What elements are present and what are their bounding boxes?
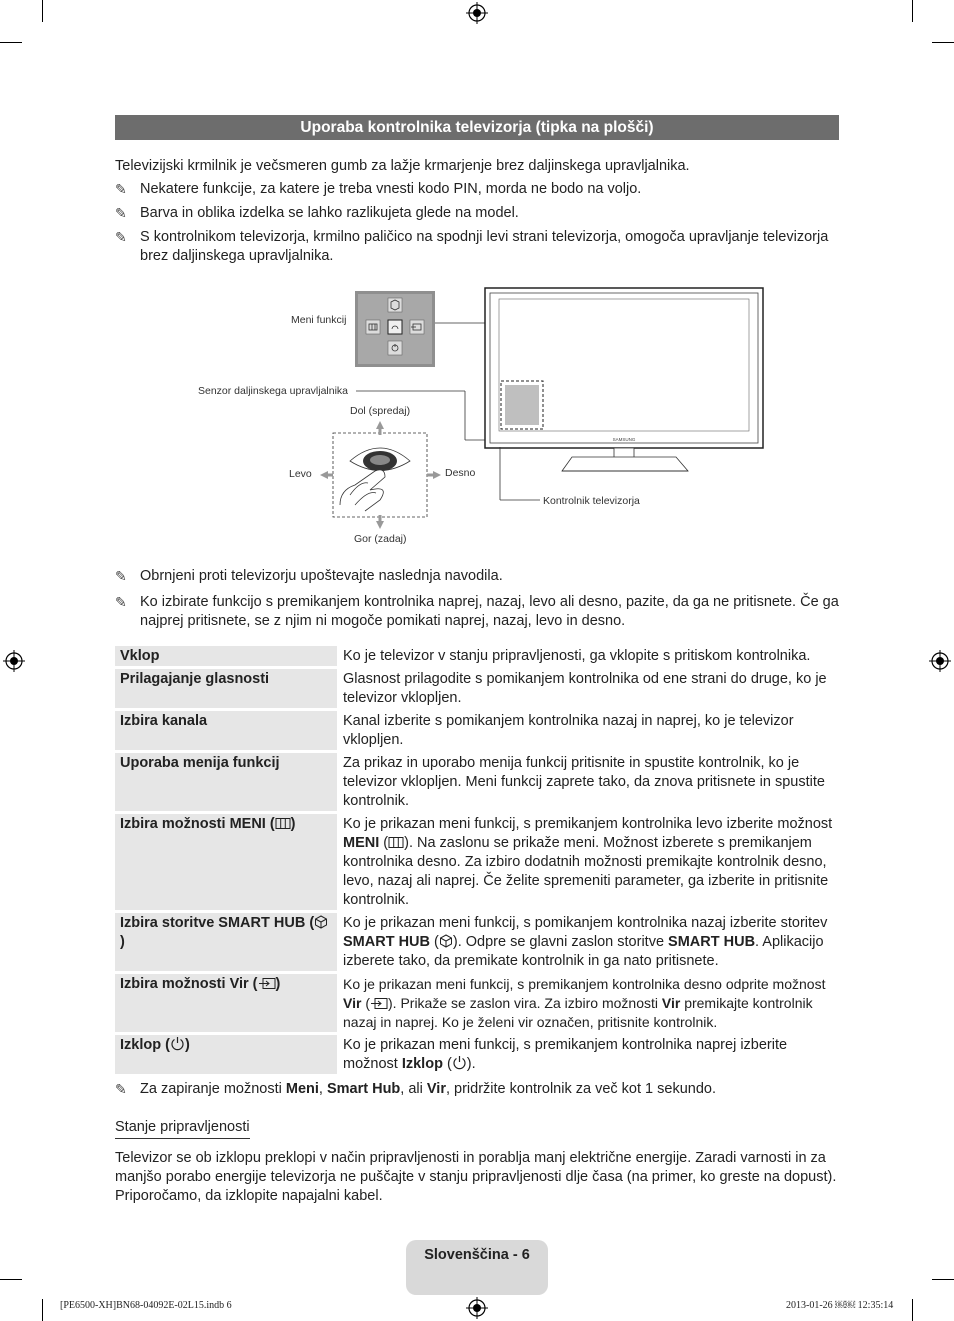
crop-mark bbox=[932, 42, 954, 43]
row-key-text: Izbira možnosti Vir ( bbox=[120, 976, 258, 992]
standby-heading: Stanje pripravljenosti bbox=[115, 1118, 250, 1139]
note-bold: Smart Hub bbox=[326, 1081, 401, 1097]
tv-illustration bbox=[485, 288, 763, 471]
row-key: Izbira kanala bbox=[115, 711, 337, 750]
registration-mark-icon bbox=[929, 650, 951, 672]
crop-mark bbox=[932, 1279, 954, 1280]
section-title: Uporaba kontrolnika televizorja (tipka na plošči) bbox=[115, 115, 839, 140]
note-bold: Meni bbox=[285, 1081, 319, 1097]
joystick-illustration bbox=[320, 421, 441, 529]
note-text: Barva in oblika izdelka se lahko razlikujeta glede na model. bbox=[140, 205, 519, 221]
down-label: Dol (spredaj) bbox=[350, 405, 411, 417]
registration-mark-icon bbox=[466, 1297, 488, 1319]
note-text: Obrnjeni proti televizorju upoštevajte naslednja navodila. bbox=[140, 568, 503, 584]
value-text: . Aplikacijo izberete tako, da premikate kontrolnik in ga nato pritisnete. bbox=[343, 934, 824, 969]
row-key: Prilagajanje glasnosti bbox=[115, 669, 337, 708]
function-menu-illustration bbox=[355, 291, 435, 367]
up-label: Gor (zadaj) bbox=[354, 533, 407, 545]
table-row bbox=[115, 1035, 839, 1074]
table-row bbox=[115, 913, 839, 971]
row-key bbox=[115, 913, 337, 971]
note-bold: Vir bbox=[426, 1081, 446, 1097]
page-number-tab: Slovenščina - 6 bbox=[406, 1240, 548, 1295]
note bbox=[115, 1080, 839, 1099]
right-label: Desno bbox=[445, 467, 476, 479]
value-text: ). Na zaslonu se prikaže meni. Možnost izberete s premikanjem kontrolnika desno. Za izbiro dodatnih možnosti premikajte kontrolnik desno, levo, nazaj ali naprej. Če želite spremeniti parameter, ga izberite in pritisnite kontrolnik. bbox=[343, 835, 829, 908]
value-text: ). Odpre se glavni zaslon storitve bbox=[452, 934, 669, 950]
table-row bbox=[115, 646, 839, 666]
footer-date: 2013-01-26 ￼￼ 12:35:14 bbox=[786, 1300, 894, 1311]
value-text: ( bbox=[361, 995, 370, 1011]
value-bold: MENI bbox=[343, 835, 380, 851]
row-key bbox=[115, 974, 337, 1032]
smart-hub-cube-icon bbox=[314, 915, 328, 929]
registration-mark-icon bbox=[466, 2, 488, 24]
pencil-note-icon: ✎ bbox=[115, 205, 127, 221]
controller-label: Kontrolnik televizorja bbox=[543, 495, 640, 507]
power-icon bbox=[452, 1055, 467, 1070]
row-value bbox=[337, 814, 839, 910]
table-row bbox=[115, 753, 839, 811]
value-text: Ko je prikazan meni funkcij, s premikanjem kontrolnika desno odprite možnost bbox=[343, 976, 826, 992]
value-text: ). Prikaže se zaslon vira. Za izbiro možnosti bbox=[388, 995, 662, 1011]
pencil-note-icon: ✎ bbox=[115, 568, 127, 584]
table-row bbox=[115, 974, 839, 1032]
row-key bbox=[115, 1035, 337, 1074]
note bbox=[115, 567, 839, 586]
row-key-text: Izklop ( bbox=[120, 1037, 170, 1053]
footer-file: [PE6500-XH]BN68-04092E-02L15.indb 6 bbox=[60, 1300, 232, 1311]
smart-hub-cube-icon bbox=[439, 934, 453, 948]
value-text: ( bbox=[430, 934, 439, 950]
value-bold: Vir bbox=[661, 995, 681, 1011]
crop-mark bbox=[42, 0, 43, 22]
value-text: Ko je prikazan meni funkcij, s premikanjem kontrolnika naprej izberite možnost bbox=[343, 1037, 788, 1072]
note bbox=[115, 180, 839, 199]
table-row bbox=[115, 711, 839, 750]
note-part: , pridržite kontrolnik za več kot 1 sekundo. bbox=[445, 1081, 716, 1097]
row-key-end: ) bbox=[120, 934, 125, 950]
intro-text: Televizijski krmilnik je večsmeren gumb za lažje krmarjenje brez daljinskega upravljalnika. bbox=[115, 158, 690, 174]
crop-mark bbox=[42, 1299, 43, 1321]
value-text: Ko je prikazan meni funkcij, s premikanjem kontrolnika levo izberite možnost bbox=[343, 816, 833, 832]
value-bold: Izklop bbox=[401, 1056, 443, 1072]
crop-mark bbox=[0, 1279, 22, 1280]
note bbox=[115, 228, 839, 266]
function-table bbox=[115, 643, 839, 1077]
tv-brand: SAMSUNG bbox=[612, 437, 636, 442]
row-value: Kanal izberite s pomikanjem kontrolnika nazaj in naprej, ko je televizor vklopljen. bbox=[343, 713, 794, 748]
power-icon bbox=[170, 1036, 185, 1051]
value-text: ( bbox=[379, 835, 389, 851]
row-value bbox=[337, 974, 839, 1032]
menu-label: Meni funkcij bbox=[291, 314, 347, 326]
crop-mark bbox=[912, 1299, 913, 1321]
crop-mark bbox=[912, 0, 913, 22]
note bbox=[115, 204, 839, 223]
row-value: Glasnost prilagodite s pomikanjem kontrolnika od ene strani do druge, ko je televizor vklopljen. bbox=[343, 671, 827, 706]
note-part: Za zapiranje možnosti bbox=[140, 1081, 286, 1097]
menu-grid-icon bbox=[388, 836, 404, 849]
note-text: Nekatere funkcije, za katere je treba vnesti kodo PIN, morda ne bodo na voljo. bbox=[140, 181, 642, 197]
note-text: S kontrolnikom televizorja, krmilno paličico na spodnji levi strani televizorja, omogoča upravljanje televizorja brez daljinskega upravljalnika. bbox=[140, 229, 829, 264]
pencil-note-icon: ✎ bbox=[115, 229, 127, 245]
pencil-note-icon: ✎ bbox=[115, 181, 127, 197]
tv-controller-diagram bbox=[190, 285, 780, 555]
value-bold: SMART HUB bbox=[668, 934, 756, 950]
note-text: Ko izbirate funkcijo s premikanjem kontrolnika naprej, nazaj, levo ali desno, pazite, da ga ne pritisnete. Če ga najprej pritisnete, se z njim ni mogoče pomikati naprej, nazaj, levo in desno. bbox=[140, 594, 839, 629]
value-text: Ko je prikazan meni funkcij, s pomikanjem kontrolnika nazaj izberite storitev bbox=[343, 915, 828, 931]
menu-grid-icon bbox=[275, 817, 291, 830]
note bbox=[115, 593, 839, 631]
row-value bbox=[337, 913, 839, 971]
row-key-text: Izbira storitve SMART HUB ( bbox=[120, 915, 315, 931]
source-input-icon bbox=[258, 977, 276, 990]
row-key-end: ) bbox=[275, 976, 281, 992]
row-value: Za prikaz in uporabo menija funkcij pritisnite in spustite kontrolnik, ko je televizor vklopljen. Meni funkcij zaprete tako, da znova pritisnete in spustite kontrolnik. bbox=[343, 755, 825, 809]
row-value bbox=[337, 1035, 839, 1074]
sensor-label: Senzor daljinskega upravljalnika bbox=[198, 385, 349, 397]
row-key bbox=[115, 814, 337, 910]
row-key: Uporaba menija funkcij bbox=[115, 753, 337, 811]
value-text: ( bbox=[442, 1056, 452, 1072]
row-key-end: ) bbox=[290, 816, 296, 832]
standby-text: Televizor se ob izklopu preklopi v način pripravljenosti in porablja manj električne energije. Zaradi varnosti in za manjšo porabo energije televizorja ne puščajte v stanju pripravljenosti dlje časa (na primer, ko greste na dopust). Priporočamo, da izklopite napajalni kabel. bbox=[115, 1150, 837, 1204]
table-row bbox=[115, 814, 839, 910]
value-bold: Vir bbox=[343, 995, 362, 1011]
value-text: ). bbox=[466, 1056, 476, 1072]
note-part: , bbox=[318, 1081, 327, 1097]
row-key-text: Izbira možnosti MENI ( bbox=[120, 816, 275, 832]
row-key: Vklop bbox=[115, 646, 337, 666]
crop-mark bbox=[0, 42, 22, 43]
row-key-end: ) bbox=[184, 1037, 190, 1053]
note-part: , ali bbox=[400, 1081, 427, 1097]
registration-mark-icon bbox=[3, 650, 25, 672]
pencil-note-icon: ✎ bbox=[115, 594, 127, 610]
row-value: Ko je televizor v stanju pripravljenosti, ga vklopite s pritiskom kontrolnika. bbox=[343, 648, 811, 664]
table-row bbox=[115, 669, 839, 708]
left-label: Levo bbox=[289, 468, 312, 480]
source-input-icon bbox=[370, 997, 388, 1010]
note-text bbox=[140, 1080, 839, 1099]
value-text: premikajte kontrolnik nazaj in naprej. Ko je želeni vir označen, pritisnite kontrolnik. bbox=[343, 995, 813, 1030]
pencil-note-icon: ✎ bbox=[115, 1081, 127, 1097]
value-bold: SMART HUB bbox=[343, 934, 430, 950]
